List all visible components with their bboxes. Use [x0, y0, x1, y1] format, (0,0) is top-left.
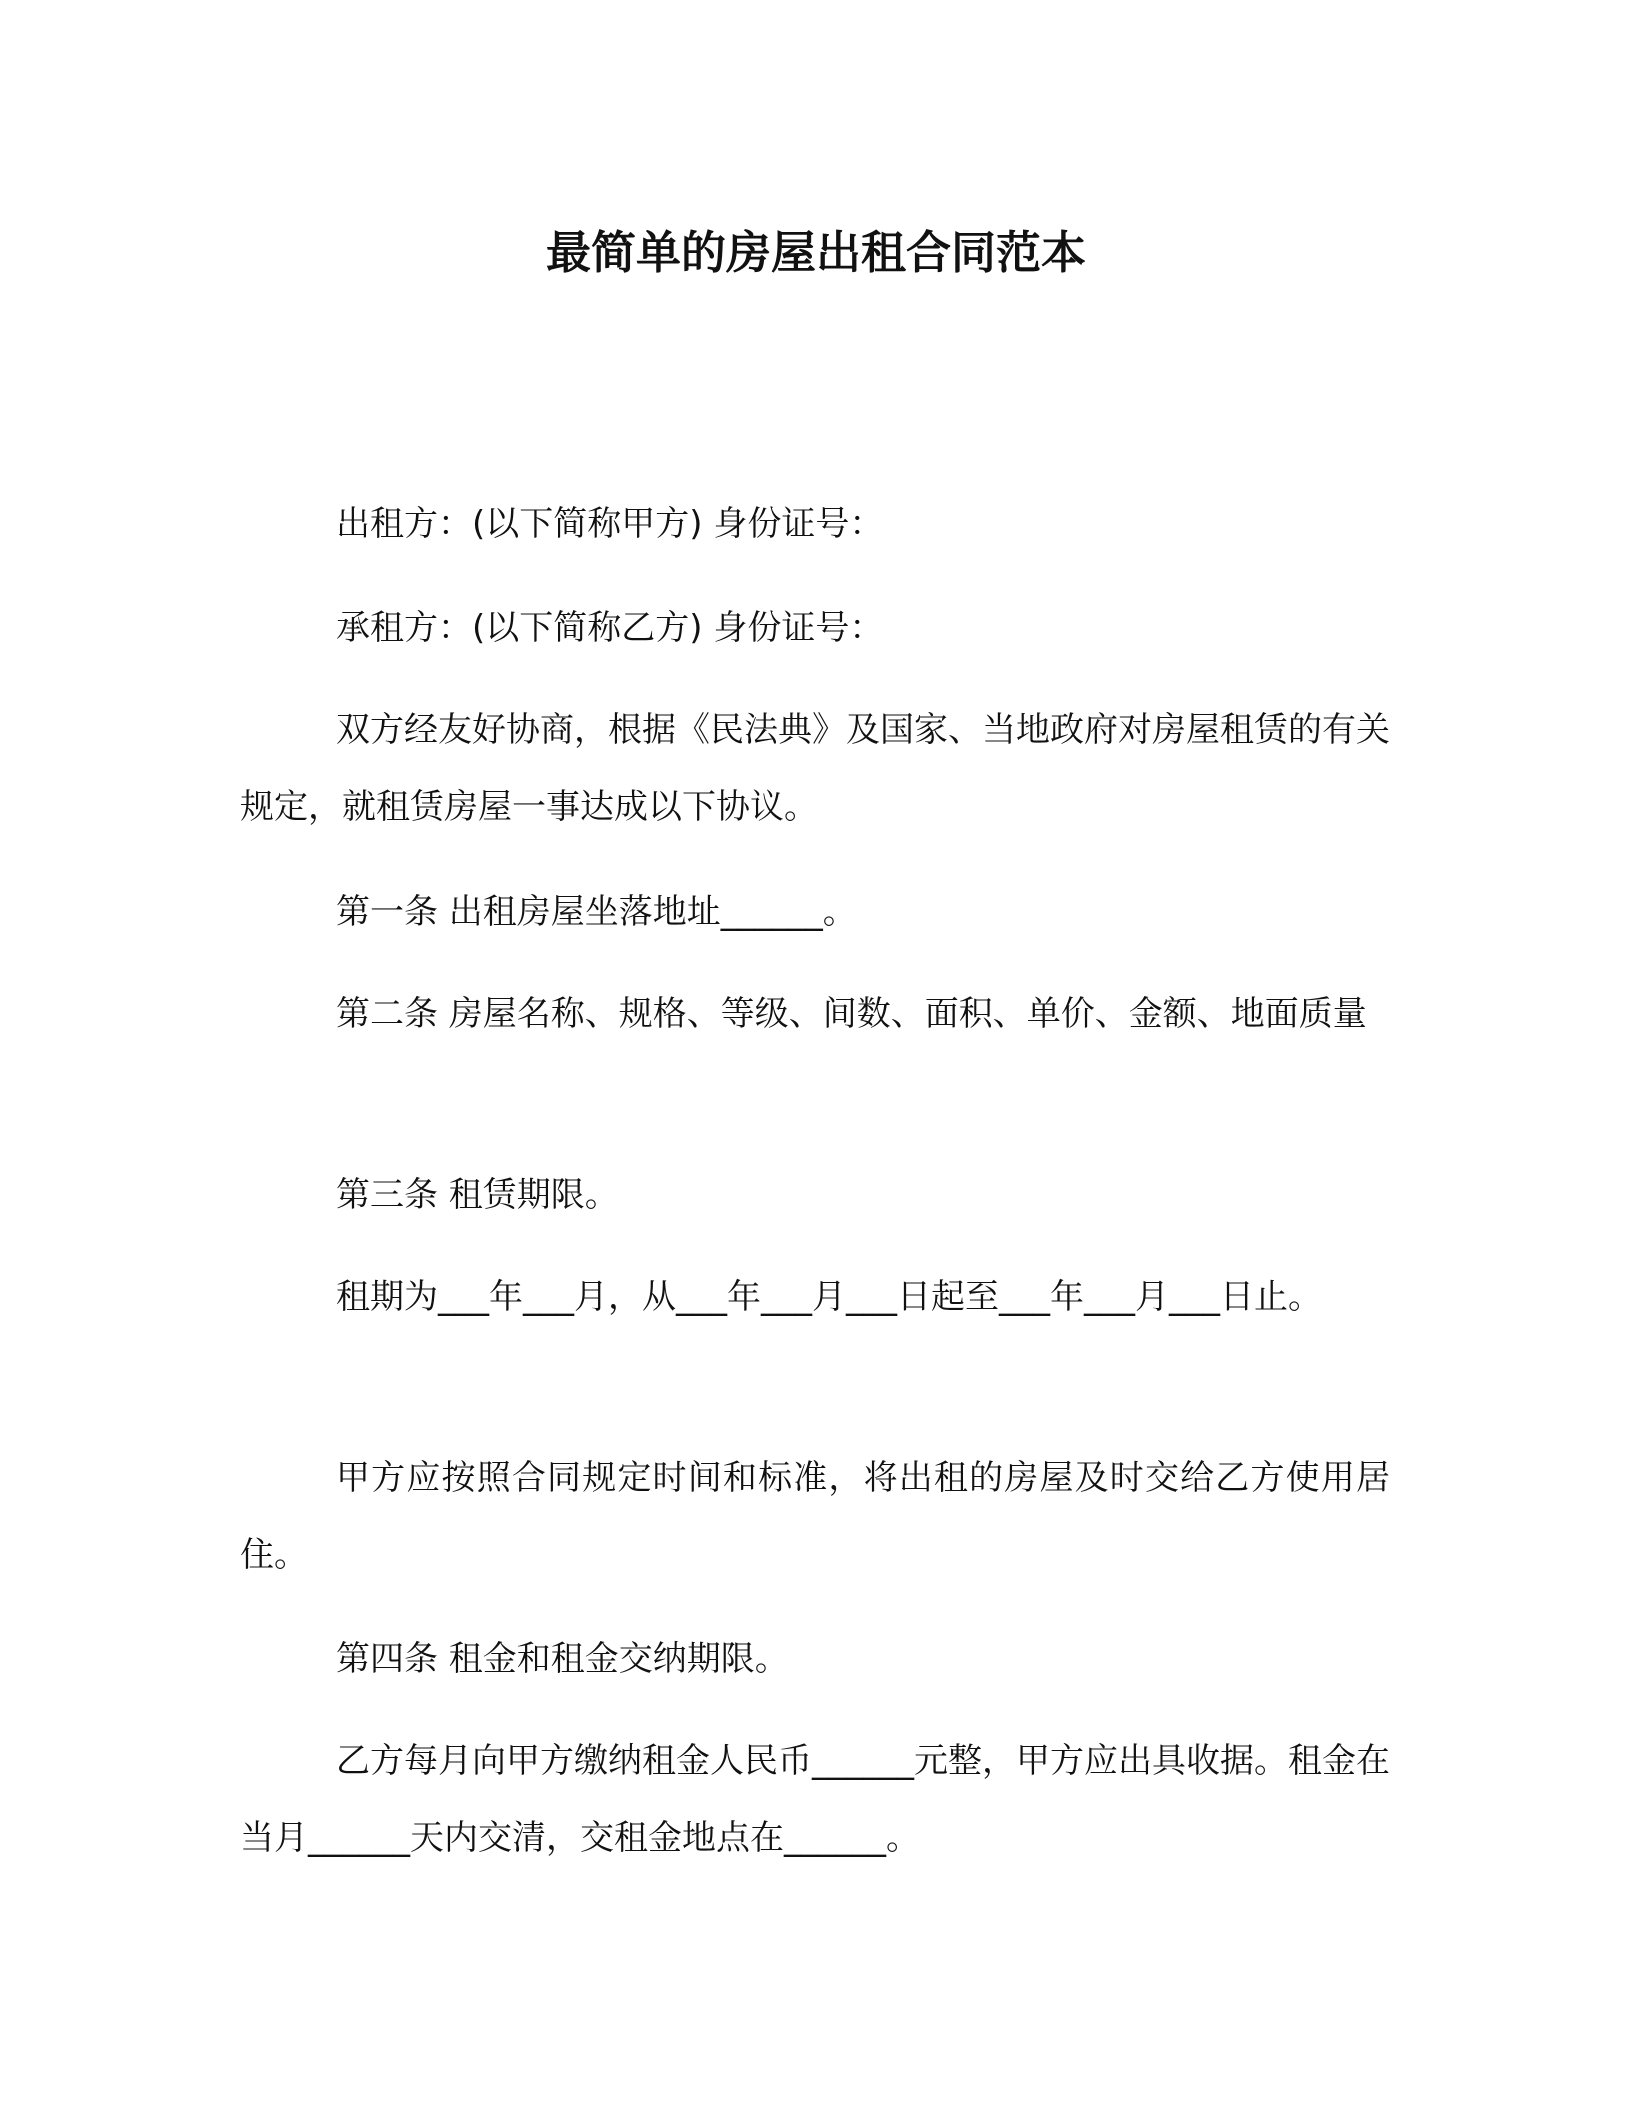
paragraph-article-2: 第二条 房屋名称、规格、等级、间数、面积、单价、金额、地面质量	[336, 994, 1367, 1034]
paragraph-lessor: 出租方：(以下简称甲方) 身份证号：	[336, 504, 884, 544]
paragraph-lessee: 承租方：(以下简称乙方) 身份证号：	[336, 608, 884, 648]
paragraph-article-1: 第一条 出租房屋坐落地址______。	[336, 892, 857, 932]
paragraph-article-4: 第四条 租金和租金交纳期限。	[336, 1639, 789, 1679]
paragraph-lease-term: 租期为___年___月，从___年___月___日起至___年___月___日止。	[336, 1277, 1322, 1317]
paragraph-preamble: 双方经友好协商，根据《民法典》及国家、当地政府对房屋租赁的有关规定，就租赁房屋一事达成以下协议。	[240, 710, 1390, 827]
document-title: 最简单的房屋出租合同范本	[545, 226, 1086, 279]
paragraph-rent-payment: 乙方每月向甲方缴纳租金人民币______元整，甲方应出具收据。租金在当月______天内交清，交租金地点在______。	[240, 1741, 1390, 1858]
paragraph-delivery: 甲方应按照合同规定时间和标准，将出租的房屋及时交给乙方使用居住。	[240, 1458, 1390, 1575]
paragraph-article-3: 第三条 租赁期限。	[336, 1175, 619, 1215]
